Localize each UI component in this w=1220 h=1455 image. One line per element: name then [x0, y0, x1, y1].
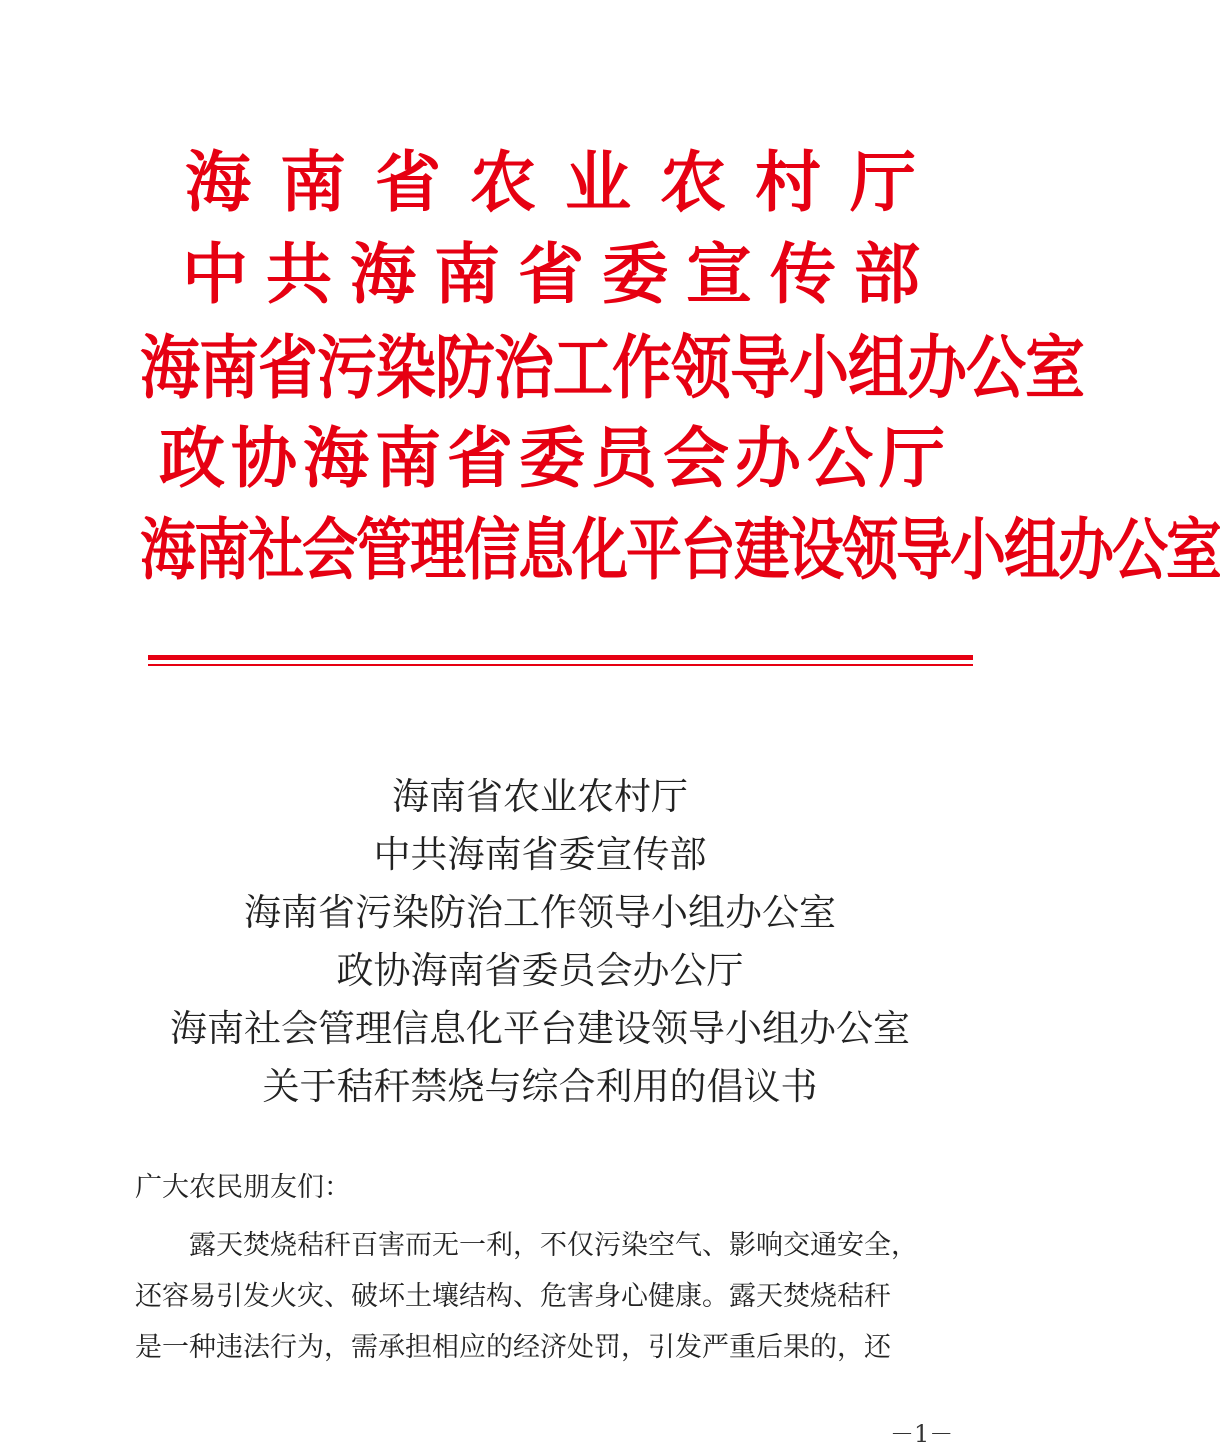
masthead-line-1: 海南省农业农村厅	[185, 144, 945, 221]
red-masthead	[140, 144, 1220, 598]
body-line-3: 是一种违法行为，需承担相应的经济处罚，引发严重后果的，还	[135, 1332, 891, 1363]
body-line-2: 还容易引发火灾、破坏土壤结构、危害身心健康。露天焚烧秸秆	[135, 1281, 891, 1312]
masthead-line-2: 中共海南省委宣传部	[182, 236, 938, 313]
body-line-1: 露天焚烧秸秆百害而无一利，不仅污染空气、影响交通安全，	[189, 1230, 918, 1261]
document-title	[0, 768, 1080, 1116]
red-rule-thin	[148, 664, 973, 666]
title-line-3: 海南省污染防治工作领导小组办公室	[244, 891, 836, 934]
red-separator-rule	[148, 655, 973, 666]
page-number: －1－	[890, 1420, 954, 1448]
title-line-5: 海南社会管理信息化平台建设领导小组办公室	[170, 1007, 910, 1050]
body-paragraph	[135, 1220, 965, 1373]
title-line-6: 关于秸秆禁烧与综合利用的倡议书	[262, 1065, 818, 1108]
masthead-line-3: 海南省污染防治工作领导小组办公室	[140, 328, 1084, 409]
title-line-2: 中共海南省委宣传部	[373, 833, 707, 876]
title-line-1: 海南省农业农村厅	[392, 775, 688, 818]
salutation: 广大农民朋友们：	[135, 1172, 351, 1203]
masthead-line-5: 海南社会管理信息化平台建设领导小组办公室	[140, 512, 1220, 590]
title-line-4: 政协海南省委员会办公厅	[336, 949, 744, 992]
masthead-line-4: 政协海南省委员会办公厅	[159, 420, 951, 497]
